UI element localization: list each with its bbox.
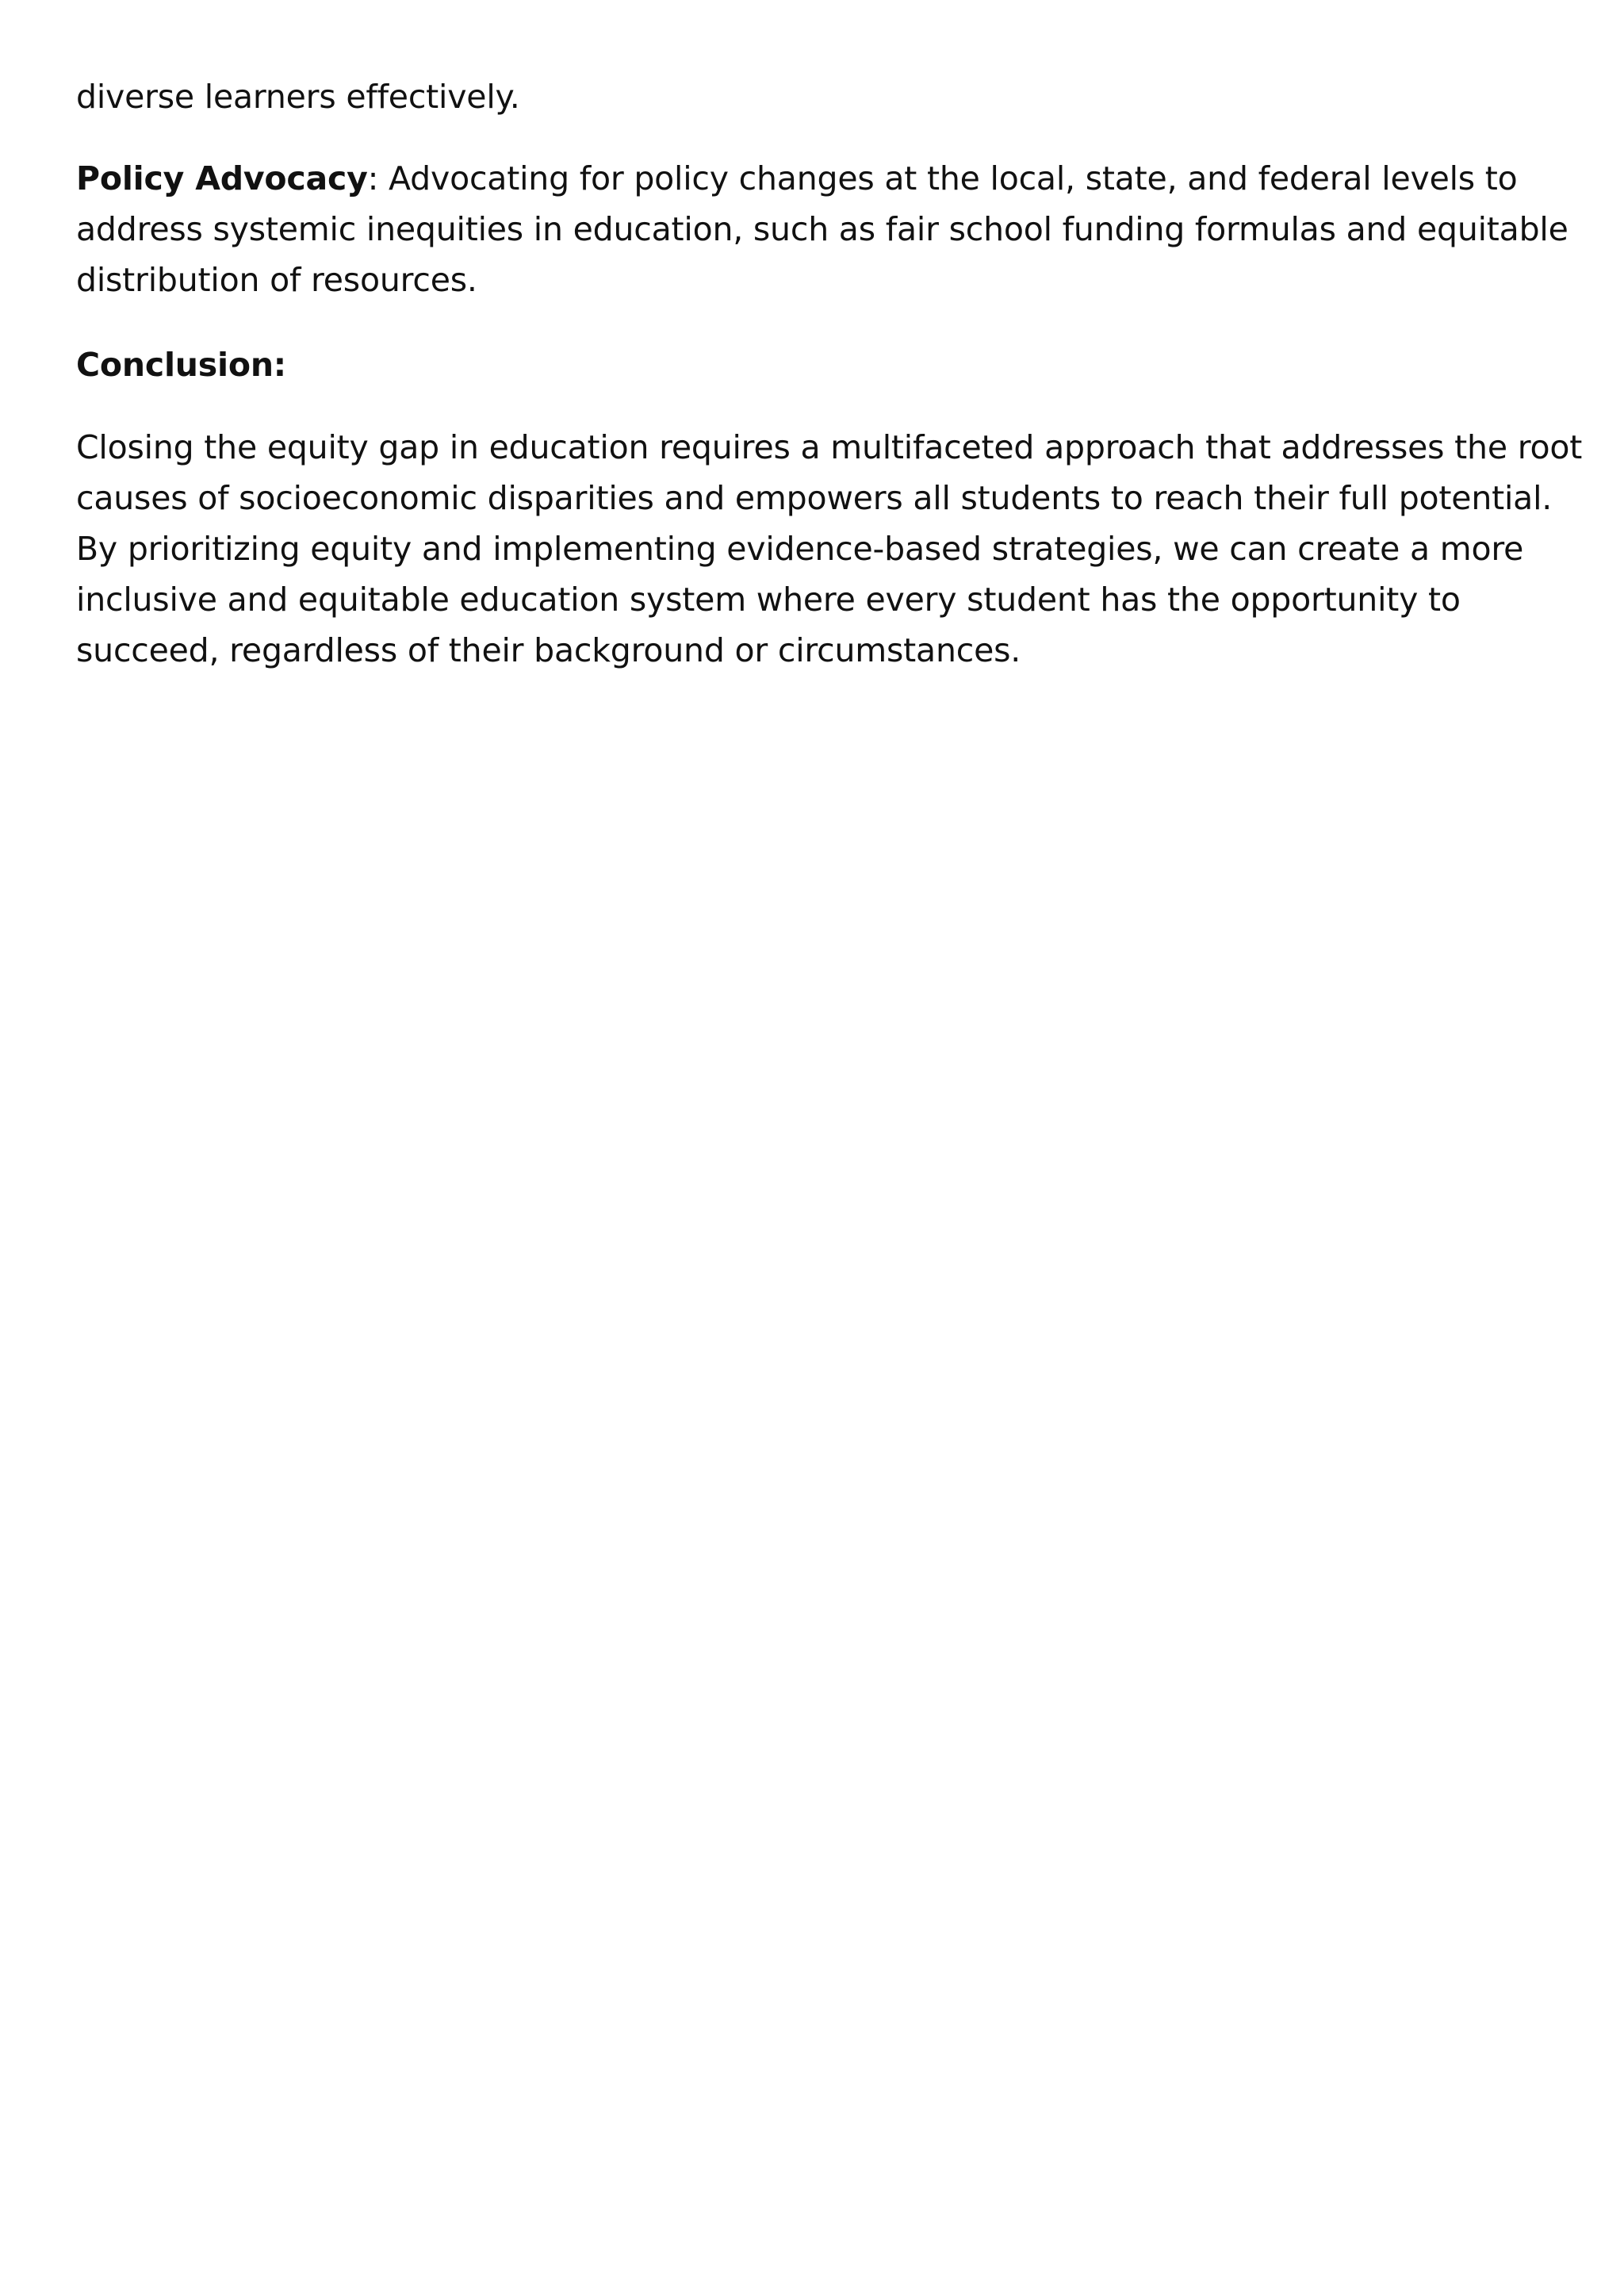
text-line: By prioritizing equity and implementing evidence-based strategies, we can create a more (76, 530, 1524, 568)
text-line: distribution of resources. (76, 261, 477, 299)
policy-advocacy-text: : Advocating for policy changes at the local, state, and federal levels to (367, 159, 1518, 197)
conclusion-heading (76, 339, 1559, 390)
text-line: causes of socioeconomic disparities and empowers all students to reach their full potential. (76, 479, 1553, 517)
policy-advocacy-paragraph (76, 153, 1568, 305)
text-line: diverse learners effectively. (76, 78, 520, 116)
text-line (76, 153, 1559, 204)
intro-tail-paragraph (76, 71, 1559, 122)
text-line: Closing the equity gap in education requires a multifaceted approach that addresses the root (76, 428, 1583, 466)
conclusion-paragraph (76, 422, 1583, 676)
text-line: address systemic inequities in education, such as fair school funding formulas and equitable (76, 210, 1568, 248)
policy-advocacy-term: Policy Advocacy (76, 159, 368, 197)
text-line: succeed, regardless of their background or circumstances. (76, 631, 1021, 669)
text-line: Conclusion: (76, 346, 287, 384)
text-line: inclusive and equitable education system where every student has the opportunity to (76, 581, 1461, 619)
